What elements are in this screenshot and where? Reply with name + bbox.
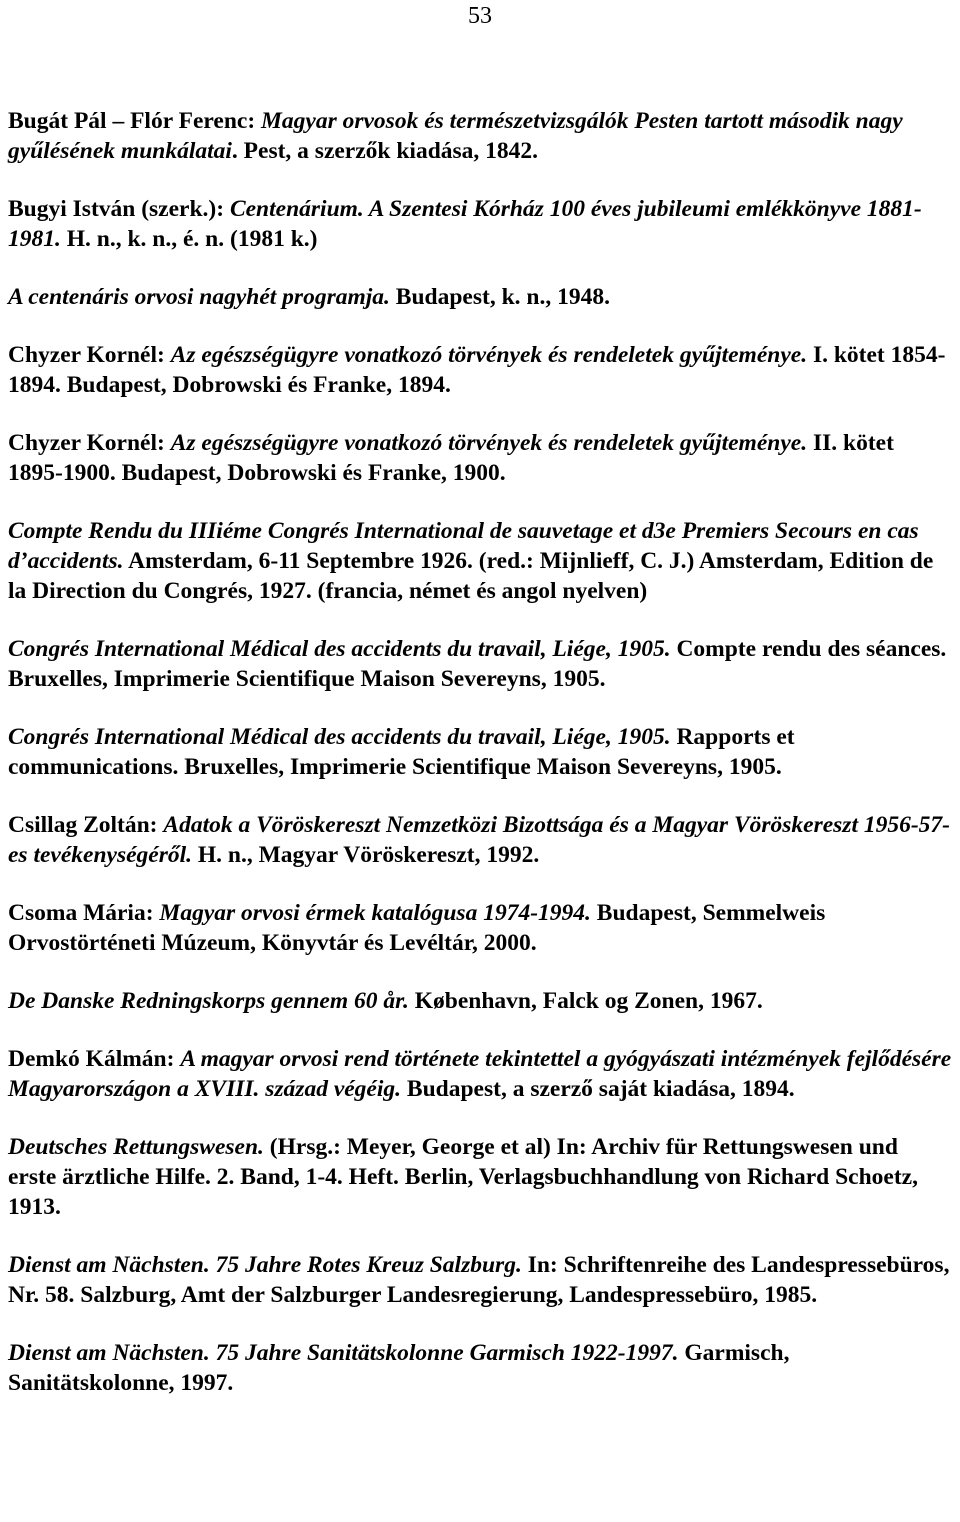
- entry-text: Compte rendu des séances. Bruxelles, Imprimerie Scientifique Maison Severeyns, 1905.: [8, 636, 947, 692]
- entry-title: Congrés International Médical des accidents du travail, Liége, 1905.: [8, 724, 671, 750]
- entry-text: II. kötet 1895-1900. Budapest, Dobrowski és Franke, 1900.: [8, 430, 894, 486]
- bibliography-entry: [8, 194, 952, 254]
- entry-text: Garmisch, Sanitätskolonne, 1997.: [8, 1340, 790, 1396]
- bibliography-entry: [8, 1132, 952, 1222]
- entry-title: Adatok a Vöröskereszt Nemzetközi Bizottsága és a Magyar Vöröskereszt 1956-57-es tevékenységéről.: [8, 812, 951, 868]
- bibliography-entry: [8, 282, 952, 312]
- entry-text: Rapports et communications. Bruxelles, Imprimerie Scientifique Maison Severeyns, 1905.: [8, 724, 795, 780]
- entry-text: Bugyi István (szerk.):: [8, 196, 230, 222]
- entry-title: Centenárium. A Szentesi Kórház 100 éves jubileumi emlékkönyve 1881-1981.: [8, 196, 922, 252]
- entry-title: Dienst am Nächsten. 75 Jahre Rotes Kreuz Salzburg.: [8, 1252, 522, 1278]
- entry-text: . Pest, a szerzők kiadása, 1842.: [231, 138, 539, 164]
- entry-title: Magyar orvosi érmek katalógusa 1974-1994.: [159, 900, 591, 926]
- entry-text: In: Schriftenreihe des Landespressebüros, Nr. 58. Salzburg, Amt der Salzburger Landesregierung, Landespressebüro, 1985.: [8, 1252, 950, 1308]
- entry-text: Demkó Kálmán:: [8, 1046, 181, 1072]
- bibliography-list: [8, 106, 952, 1398]
- entry-title: Dienst am Nächsten. 75 Jahre Sanitätskolonne Garmisch 1922-1997.: [8, 1340, 679, 1366]
- entry-title: Compte Rendu du IIIiéme Congrés International de sauvetage et d3e Premiers Secours en cas d’accidents.: [8, 518, 919, 574]
- entry-text: Csillag Zoltán:: [8, 812, 164, 838]
- entry-text: I. kötet 1854-1894. Budapest, Dobrowski és Franke, 1894.: [8, 342, 946, 398]
- entry-text: Chyzer Kornél:: [8, 342, 171, 368]
- entry-title: A centenáris orvosi nagyhét programja.: [8, 284, 390, 310]
- entry-title: De Danske Redningskorps gennem 60 år.: [8, 988, 409, 1014]
- bibliography-entry: [8, 106, 952, 166]
- bibliography-entry: [8, 516, 952, 606]
- entry-text: Csoma Mária:: [8, 900, 160, 926]
- entry-title: A magyar orvosi rend története tekintettel a gyógyászati intézmények fejlődésére Magyarországon a XVIII. század végéig.: [8, 1046, 952, 1102]
- entry-text: (Hrsg.: Meyer, George et al) In: Archiv für Rettungswesen und erste ärztliche Hilfe. 2. Band, 1-4. Heft. Berlin, Verlagsbuchhandlung von Richard Schoetz, 1913.: [8, 1134, 918, 1220]
- bibliography-entry: [8, 986, 952, 1016]
- entry-text: H. n., Magyar Vöröskereszt, 1992.: [192, 842, 540, 868]
- entry-text: Chyzer Kornél:: [8, 430, 171, 456]
- bibliography-entry: [8, 722, 952, 782]
- entry-text: København, Falck og Zonen, 1967.: [408, 988, 763, 1014]
- bibliography-entry: [8, 340, 952, 400]
- bibliography-entry: [8, 428, 952, 488]
- entry-text: Budapest, k. n., 1948.: [389, 284, 610, 310]
- entry-title: Congrés International Médical des accidents du travail, Liége, 1905.: [8, 636, 671, 662]
- entry-text: H. n., k. n., é. n. (1981 k.): [60, 226, 318, 252]
- entry-title: Az egészségügyre vonatkozó törvények és rendeletek gyűjteménye.: [170, 430, 808, 456]
- entry-title: Deutsches Rettungswesen.: [8, 1134, 264, 1160]
- entry-text: Budapest, Semmelweis Orvostörténeti Múzeum, Könyvtár és Levéltár, 2000.: [8, 900, 826, 956]
- bibliography-entry: [8, 1250, 952, 1310]
- entry-title: Az egészségügyre vonatkozó törvények és rendeletek gyűjteménye.: [170, 342, 808, 368]
- bibliography-entry: [8, 898, 952, 958]
- entry-text: Bugát Pál – Flór Ferenc:: [8, 108, 262, 134]
- page-number: 53: [468, 3, 492, 29]
- bibliography-entry: [8, 1338, 952, 1398]
- entry-text: Budapest, a szerző saját kiadása, 1894.: [401, 1076, 795, 1102]
- bibliography-entry: [8, 810, 952, 870]
- entry-text: Amsterdam, 6-11 Septembre 1926. (red.: Mijnlieff, C. J.) Amsterdam, Edition de la Direction du Congrés, 1927. (francia, német és angol nyelven): [8, 548, 934, 604]
- entry-title: Magyar orvosok és természetvizsgálók Pesten tartott második nagy gyűlésének munkálatai: [8, 108, 903, 164]
- bibliography-entry: [8, 634, 952, 694]
- bibliography-entry: [8, 1044, 952, 1104]
